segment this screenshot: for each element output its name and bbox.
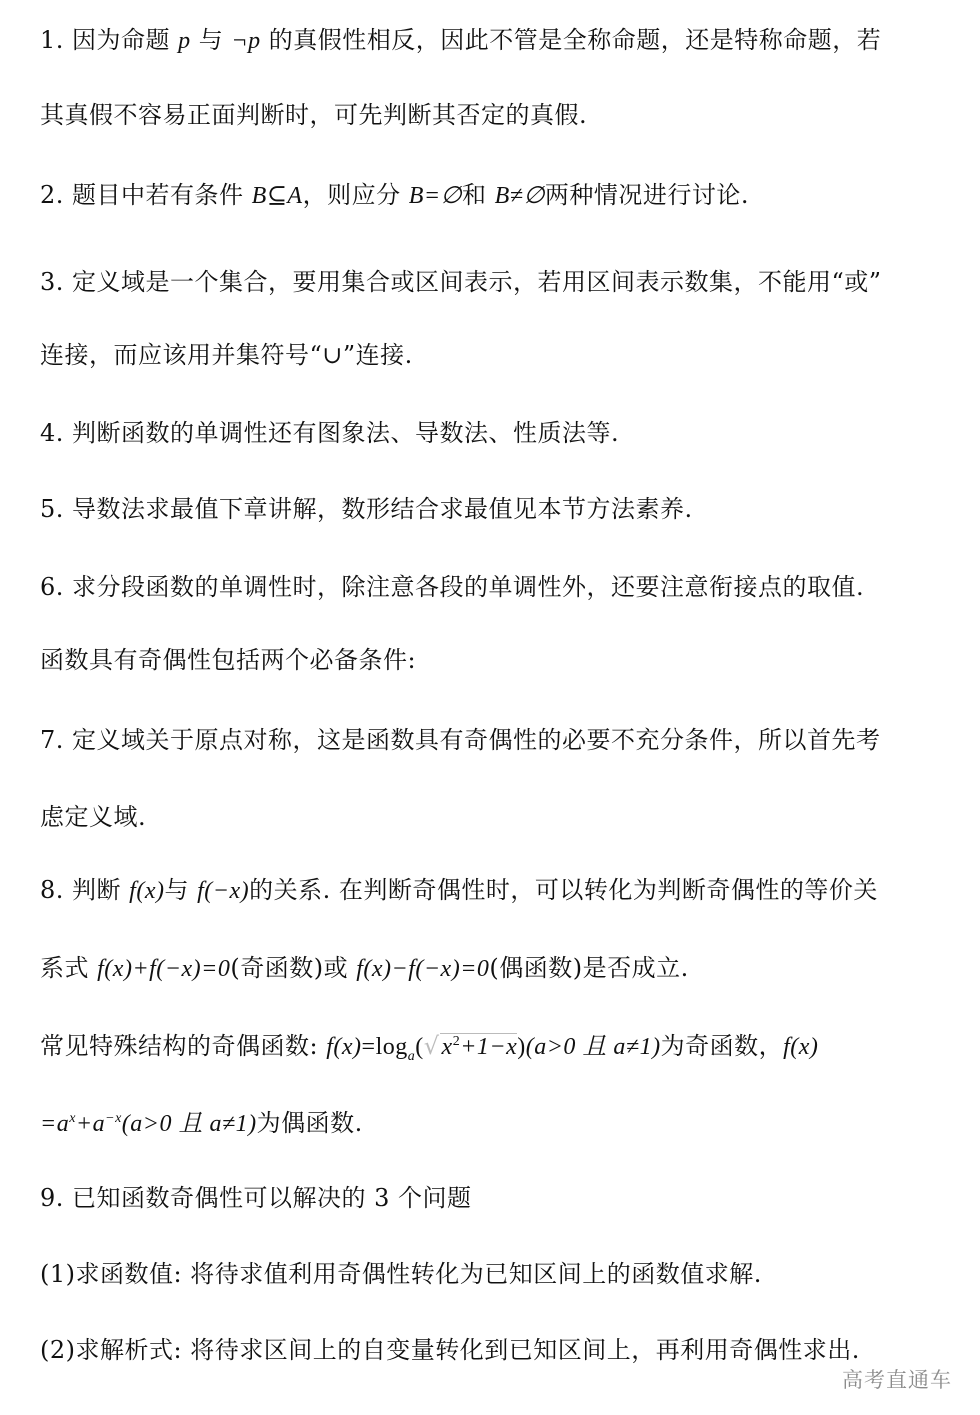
math-log: =log — [361, 1034, 408, 1060]
math-log-base: a — [407, 1048, 416, 1064]
math-fx: f(x) — [783, 1034, 819, 1060]
item-6: 6. 求分段函数的单调性时，除注意各段的单调性外，还要注意衔接点的取值. — [40, 573, 865, 601]
math-a: =a — [40, 1111, 70, 1137]
text: 1. 因为命题 — [40, 26, 179, 54]
item-9-2: (2)求解析式: 将待求区间上的自变量转化到已知区间上，再利用奇偶性求出. — [40, 1336, 860, 1364]
text: 常见特殊结构的奇偶函数: — [40, 1032, 327, 1060]
item-1-line-1 — [40, 23, 940, 57]
item-3-line-1: 3. 定义域是一个集合，要用集合或区间表示，若用区间表示数集，不能用“或” — [40, 268, 882, 296]
math-not-p: ¬p — [231, 28, 261, 54]
item-1-line-2: 其真假不容易正面判断时，可先判断其否定的真假. — [40, 101, 588, 129]
text: 的关系. 在判断奇偶性时，可以转化为判断奇偶性的等价关 — [249, 876, 878, 904]
text: 8. 判断 — [40, 876, 130, 904]
parity-conditions-heading: 函数具有奇偶性包括两个必备条件: — [40, 646, 417, 674]
item-4: 4. 判断函数的单调性还有图象法、导数法、性质法等. — [40, 419, 620, 447]
item-5: 5. 导数法求最值下章讲解，数形结合求最值见本节方法素养. — [40, 495, 693, 523]
text: ，则应分 — [302, 181, 409, 209]
math-empty: B=∅ — [408, 183, 462, 209]
math-condition: (a>0 且 a≠1) — [121, 1111, 257, 1137]
text: 与 — [164, 876, 198, 904]
math-exponent: −x — [105, 1111, 122, 1126]
item-2-line-1 — [40, 178, 940, 212]
math-f-neg-x: f(−x) — [197, 878, 250, 904]
item-8-line-1 — [40, 873, 940, 907]
text: (偶函数)是否成立. — [489, 954, 689, 982]
special-structures-line-1 — [40, 1029, 940, 1063]
text: 两种情况进行讨论. — [544, 181, 750, 209]
math-subset: B⊆A — [251, 183, 303, 209]
math-radicand — [440, 1033, 518, 1060]
math-exponent: 2 — [452, 1034, 461, 1049]
math-p: p — [178, 28, 191, 54]
text: 2. 题目中若有条件 — [40, 181, 252, 209]
item-7-line-2: 虑定义域. — [40, 803, 147, 831]
math-condition: (a>0 且 a≠1) — [525, 1034, 661, 1060]
math-fx: f(x) — [326, 1034, 362, 1060]
math-exponent: x — [69, 1111, 76, 1126]
text: 和 — [462, 181, 495, 209]
item-7-line-1: 7. 定义域关于原点对称，这是函数具有奇偶性的必要不充分条件，所以首先考 — [40, 726, 881, 754]
special-structures-line-2 — [40, 1106, 940, 1140]
item-9: 9. 已知函数奇偶性可以解决的 3 个问题 — [40, 1184, 472, 1212]
sqrt-icon: √ — [423, 1032, 440, 1060]
text: (奇函数)或 — [230, 954, 357, 982]
item-8-line-2 — [40, 951, 940, 985]
math-odd-relation: f(x)+f(−x)=0 — [97, 956, 231, 982]
math-nonempty: B≠∅ — [494, 183, 545, 209]
text: 为奇函数， — [660, 1032, 784, 1060]
math-fx: f(x) — [129, 878, 165, 904]
item-9-1: (1)求函数值: 将待求值利用奇偶性转化为已知区间上的函数值求解. — [40, 1260, 762, 1288]
text: 的真假性相反，因此不管是全称命题，还是特称命题，若 — [260, 26, 882, 54]
watermark: 高考直通车 — [842, 1368, 952, 1392]
math-paren: ( — [415, 1034, 424, 1060]
math-paren: ) — [517, 1034, 526, 1060]
math-even-relation: f(x)−f(−x)=0 — [356, 956, 490, 982]
math-x: x — [441, 1034, 453, 1060]
text: 与 — [190, 26, 232, 54]
math-radicand-rest: +1−x — [460, 1034, 518, 1060]
math-a: +a — [75, 1111, 106, 1137]
item-3-line-2: 连接，而应该用并集符号“∪”连接. — [40, 341, 413, 369]
text: 系式 — [40, 954, 98, 982]
text: 为偶函数. — [256, 1109, 363, 1137]
